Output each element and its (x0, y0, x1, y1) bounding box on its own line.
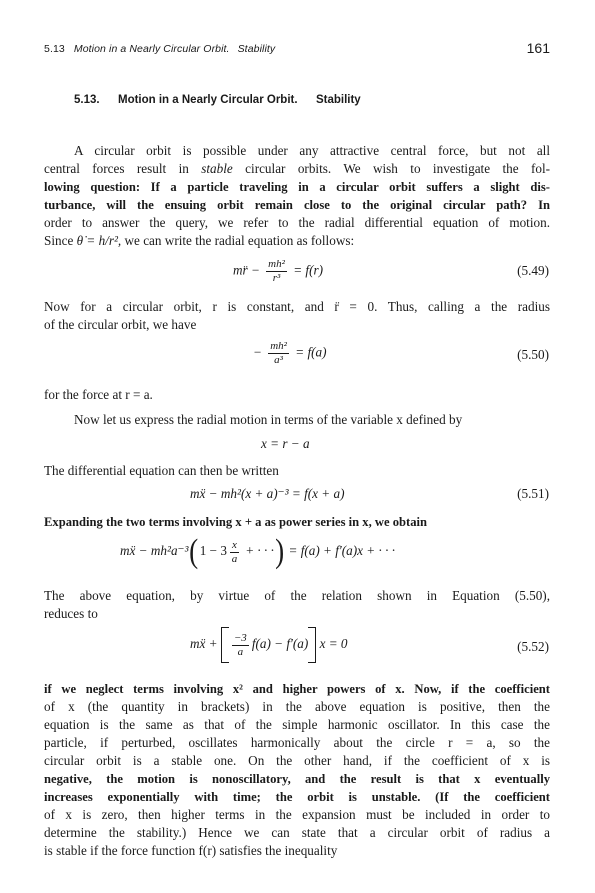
text-line: particle, if perturbed, oscillates harmonically about the circle r = a, so the (44, 735, 550, 750)
text-line: Since θ̇ = h/r², we can write the radial equation as follows: (44, 233, 355, 248)
text-line: The above equation, by virtue of the relation shown in Equation (5.50), (44, 588, 550, 603)
inline-math: θ̇ = h/r², (76, 233, 125, 248)
equation-definition: x = r − a (261, 436, 310, 451)
page-number: 161 (526, 40, 550, 56)
equation-number: (5.52) (517, 639, 549, 654)
text-line: order to answer the query, we refer to the radial differential equation of motion. (44, 215, 550, 230)
text-line: central forces result in stable circular orbits. We wish to investigate the fol- (44, 161, 551, 176)
text-line: Now let us express the radial motion in terms of the variable x defined by (74, 412, 463, 427)
text-line: A circular orbit is possible under any attractive central force, but not all (74, 143, 550, 158)
text-line: lowing question: If a particle traveling in a circular orbit suffers a slight dis- (44, 180, 550, 194)
section-number: 5.13. (74, 94, 100, 106)
equation-number: (5.50) (517, 347, 549, 362)
equation-5-50: − $\frac{\text{mh²}}{\text{a³}}$ = f(a) (253, 340, 327, 366)
text-line: turbance, will the ensuing orbit remain close to the original circular path? In (44, 198, 550, 212)
text-line: Now for a circular orbit, r is constant, and r̈ = 0. Thus, calling a the radius (44, 299, 550, 314)
text-line: for the force at r = a. (44, 387, 153, 402)
equation-5-49: mr̈ − $\frac{\text{mh²}}{\text{r³}}$ = f(r) (233, 258, 323, 284)
equation-5-52: mẍ + $\frac{-3}{a}$ f(a) − f′(a) x = 0 (190, 627, 348, 663)
text-line: of x (the quantity in brackets) in the above equation is positive, then the (44, 699, 550, 714)
section-title: Motion in a Nearly Circular Orbit. (117, 94, 298, 106)
equation-series-expansion: mẍ − mh²a⁻³(1 − 3 $\frac{x}{a}$ + · · ·) = f(a) + f′(a)x + · · · (120, 533, 395, 570)
header-running-title: Motion in a Nearly Circular Orbit. (73, 43, 230, 55)
text-line: negative, the motion is nonoscillatory, and the result is that x eventually (44, 772, 550, 786)
equation-number: (5.51) (517, 486, 549, 501)
text-line: if we neglect terms involving x² and higher powers of x. Now, if the coefficient (44, 682, 550, 696)
text-line: reduces to (44, 606, 98, 621)
text-line: is stable if the force function f(r) satisfies the inequality (44, 843, 338, 858)
text-line: equation is the same as that of the simple harmonic oscillator. In this case the (44, 717, 550, 732)
emphasis-stable: stable (201, 161, 233, 176)
section-heading (74, 94, 361, 106)
text-line: circular orbit is a stable one. On the other hand, if the coefficient of x is (44, 753, 550, 768)
equation-number: (5.49) (517, 263, 549, 278)
text-line: increases exponentially with time; the orbit is unstable. (If the coefficient (44, 790, 550, 804)
text-line: of x is zero, then higher terms in the expansion must be included in order to (44, 807, 550, 822)
text-line: of the circular orbit, we have (44, 317, 197, 332)
equation-5-51: mẍ − mh²(x + a)⁻³ = f(x + a) (190, 486, 345, 501)
text-line: The differential equation can then be written (44, 463, 279, 478)
section-subtitle: Stability (315, 94, 361, 106)
header-running-subtitle: Stability (237, 43, 276, 55)
text-line: determine the stability.) Hence we can state that a circular orbit of radius a (44, 825, 550, 840)
header-section-number: 5.13 (44, 43, 65, 55)
running-header (44, 43, 275, 55)
text-line: Expanding the two terms involving x + a as power series in x, we obtain (44, 515, 428, 529)
